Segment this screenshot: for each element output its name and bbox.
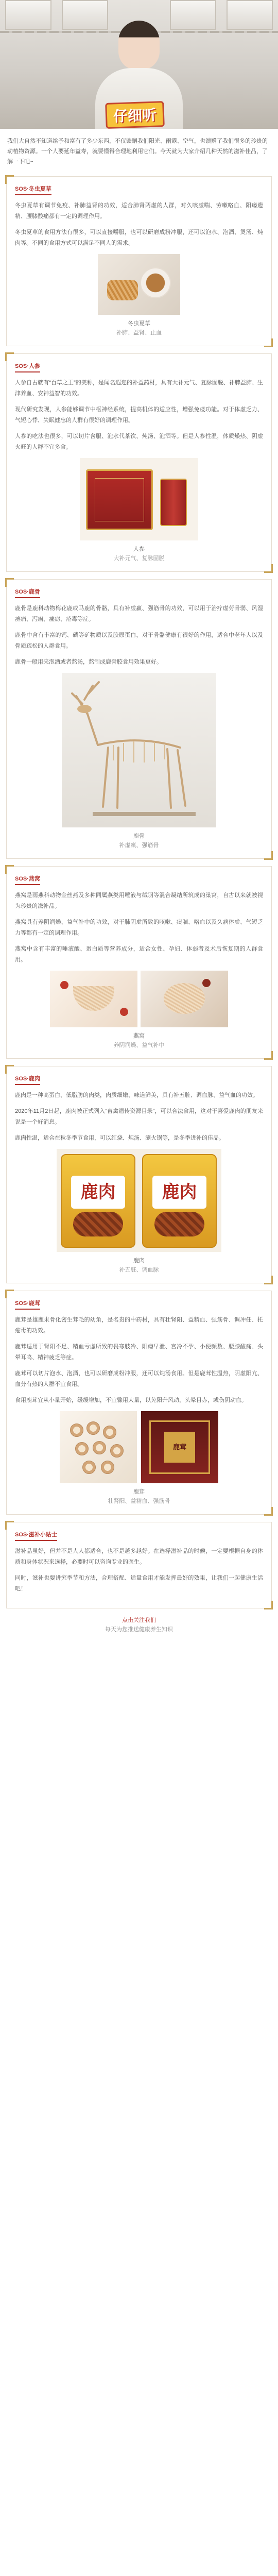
section-card [6, 176, 272, 346]
section-paragraph: 人参的吃法也很多，可以切片含服、泡水代茶饮、炖汤、泡酒等。但是人参性温，体质燥热、阴虚火旺的人群不宜多食。 [15, 433, 263, 450]
section-card [6, 1066, 272, 1283]
section-paragraph: 食用鹿茸宜从小量开始，缓缓增加，不宜骤用大量，以免阳升风动，头晕目赤，或伤阴动血。 [15, 1397, 247, 1403]
section-paragraph: 燕窝是雨燕科动物金丝燕及多种同属燕类用唾液与绒羽等混合凝结所筑成的巢窝，自古以来就被视为珍贵的滋补品。 [15, 892, 263, 909]
image-caption-sub: 壮肾阳、益精血、强筋骨 [108, 1498, 170, 1504]
meat-pack: 鹿肉 [61, 1154, 135, 1248]
deer-meat-packs-image [57, 1149, 221, 1252]
section-card [6, 1291, 272, 1515]
antler-gift-box-image: 鹿茸 [141, 1411, 218, 1483]
display-stand [93, 812, 196, 816]
section-card [6, 1522, 272, 1608]
section-paragraph: 鹿茸可以切片泡水、泡酒，也可以研磨成粉冲服，还可以炖汤食用。但是鹿茸性温热，阴虚阳亢、血分有热的人群不宜食用。 [15, 1370, 263, 1387]
section-title: SOS·鹿茸 [15, 1299, 40, 1310]
section-title: SOS·冬虫夏草 [15, 184, 51, 195]
section-paragraph: 人参自古就有“百草之王”的美称，是闻名遐迩的补益药材，具有大补元气、复脉固脱、补脾益肺、生津养血、安神益智的功效。 [15, 380, 263, 397]
presenter-head [118, 21, 160, 70]
follow-link[interactable]: 点击关注我们 [122, 1617, 156, 1623]
bird-nest-bowl-image [141, 971, 228, 1027]
section-paragraph: 鹿骨一般用来泡酒或者熬汤，熬制成鹿骨胶食用效果更好。 [15, 659, 162, 665]
bird-nest-image [50, 971, 137, 1027]
image-caption-sub: 补肺、益肾、止血 [116, 330, 162, 336]
section-paragraph: 冬虫夏草的食用方法有很多，可以直接嚼服，也可以研磨成粉冲服，还可以泡水、泡酒、煲汤、炖肉等。不同的食用方式可以满足不同人的需求。 [15, 229, 263, 246]
herb-shape [107, 280, 138, 300]
hero-image [0, 0, 278, 129]
section-paragraph: 鹿骨中含有丰富的钙、磷等矿物质以及胶原蛋白，对于骨骼健康有很好的作用，适合中老年人以及骨质疏松的人群食用。 [15, 632, 263, 649]
deer-skull-shape [77, 705, 92, 713]
footer-hint: 每天为您推送健康养生知识 [105, 1626, 173, 1633]
section-paragraph: 2020年11月2日起，鹿肉被正式列入“畜禽遗传资源目录”，可以合法食用，这对于喜爱鹿肉的朋友来说是一个好消息。 [15, 1108, 263, 1125]
image-caption-sub: 补虚羸、强筋骨 [119, 842, 159, 849]
section-paragraph: 鹿茸适用于肾阳不足、精血亏虚所致的畏寒肢冷、阳痿早泄、宫冷不孕、小便频数、腰膝酸痛、头晕耳鸣、精神疲乏等症。 [15, 1344, 263, 1361]
section-paragraph: 燕窝具有养阴润燥、益气补中的功效，对于肺阴虚所致的咳嗽、痰喘、咯血以及久病体虚、气短乏力等都有一定的调理作用。 [15, 919, 263, 936]
intro-paragraph: 我们大自然不知道给予和富有了多少东西，不仅馈赠我们阳光、雨露、空气，也馈赠了我们很多的珍贵的动植物资源。一个人要延年益寿，就要懂得合理地利用它们。今天就为大家介绍几种天然的滋补佳品，了解一下吧~ [7, 138, 268, 165]
section-paragraph: 鹿肉是一种高蛋白、低脂肪的肉类，肉质细嫩、味道鲜美，具有补五脏、调血脉、益气血的功效。 [15, 1092, 258, 1098]
image-caption: 冬虫夏草 [128, 320, 150, 327]
deer-skeleton-image [62, 673, 216, 827]
section-title: SOS·鹿肉 [15, 1074, 40, 1085]
image-caption: 鹿茸 [133, 1489, 145, 1495]
hero-caption: 仔细听 [105, 101, 165, 129]
meat-pack: 鹿肉 [142, 1154, 217, 1248]
section-paragraph: 同时，滋补也要讲究季节和方法，合理搭配、适量食用才能发挥最好的效果，让我们一起健康生活吧！ [15, 1575, 263, 1592]
section-title: SOS·燕窝 [15, 874, 40, 885]
deer-skeleton-drawing [62, 673, 216, 827]
bird-nest-images [15, 971, 263, 1027]
section-paragraph: 鹿茸是雄鹿未骨化密生茸毛的幼角，是名贵的中药材，具有壮肾阳、益精血、强筋骨、调冲任、托疮毒的功效。 [15, 1317, 263, 1334]
section-paragraph: 现代研究发现，人参能够调节中枢神经系统，提高机体的适应性，增强免疫功能。对于体虚乏力、气短心悸、失眠健忘的人群有很好的调理作用。 [15, 406, 263, 423]
ginseng-gift-box-image [80, 458, 198, 540]
section-title: SOS·滋补小贴士 [15, 1530, 57, 1541]
tea-cup-shape [140, 267, 171, 298]
section-paragraph: 冬虫夏草有调节免疫、补肺益肾的功效，适合肺肾两虚的人群，对久咳虚喘、劳嗽咯血、阳痿遗精、腰膝酸痛都有一定的调理作用。 [15, 202, 263, 219]
section-card [6, 866, 272, 1059]
section-title: SOS·人参 [15, 362, 40, 372]
image-caption-sub: 大补元气、复脉固脱 [113, 555, 165, 562]
antler-slices-image [60, 1411, 137, 1483]
window-decoration [227, 0, 273, 30]
antler-images [15, 1411, 263, 1483]
section-card [6, 579, 272, 859]
footer [0, 1608, 278, 1640]
image-caption: 燕窝 [133, 1033, 145, 1039]
image-caption-sub: 养阴润燥、益气补中 [113, 1042, 165, 1048]
window-decoration [5, 0, 51, 30]
section-paragraph: 鹿肉性温，适合在秋冬季节食用，可以红烧、炖汤、涮火锅等，是冬季进补的佳品。 [15, 1135, 224, 1141]
cordyceps-image [98, 254, 180, 315]
gift-can-shape [160, 479, 187, 526]
image-caption: 人参 [133, 546, 145, 552]
section-paragraph: 燕窝中含有丰富的唾液酸、蛋白质等营养成分，适合女性、孕妇、体弱者及术后恢复期的人群食用。 [15, 946, 263, 963]
gift-box-shape [86, 469, 153, 530]
section-paragraph: 滋补品虽好，但并不是人人都适合，也不是越多越好。在选择滋补品的时候，一定要根据自身的体质和身体状况来选择，必要时可以咨询专业的医生。 [15, 1548, 263, 1565]
section-title: SOS·鹿骨 [15, 587, 40, 598]
image-caption: 鹿肉 [133, 1258, 145, 1264]
image-caption-sub: 补五脏、调血脉 [119, 1267, 159, 1273]
section-card [6, 353, 272, 572]
image-caption: 鹿骨 [133, 833, 145, 839]
section-paragraph: 鹿骨是鹿科动物梅花鹿或马鹿的骨骼，具有补虚羸、强筋骨的功效，可以用于治疗虚劳骨弱、风湿痹痛、泻痢、瘰疬、疮毒等症。 [15, 605, 263, 622]
